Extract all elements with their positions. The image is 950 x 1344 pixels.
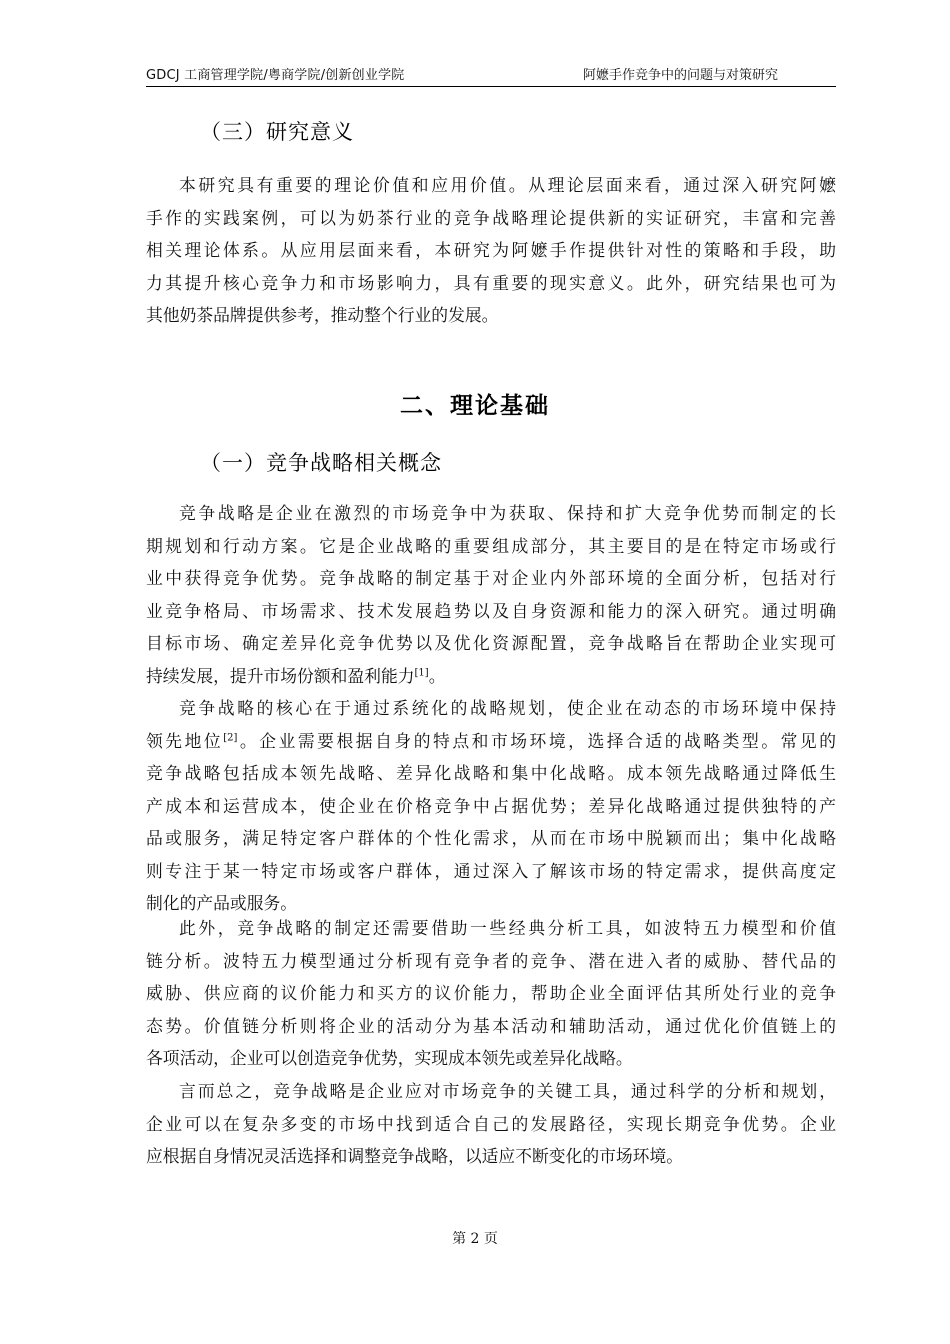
paragraph-line	[146, 725, 836, 758]
paragraph-line: 其他奶茶品牌提供参考，推动整个行业的发展。	[146, 305, 499, 325]
paragraph-line	[146, 660, 836, 693]
paragraph-line: 产成本和运营成本，使企业在价格竞争中占据优势；差异化战略通过提供独特的产	[146, 795, 836, 816]
page-header	[146, 68, 836, 87]
paragraph-line: 态势。价值链分析则将企业的活动分为基本活动和辅助活动，通过优化价值链上的	[146, 1015, 836, 1036]
line-text: 。企业需要根据自身的特点和市场环境，选择合适的战略类型。常见的	[237, 730, 836, 751]
line-text: 持续发展，提升市场份额和盈利能力	[146, 665, 415, 686]
section-title-concept: （一）竞争战略相关概念	[200, 451, 442, 475]
paragraph-line: 应根据自身情况灵活选择和调整竞争战略，以适应不断变化的市场环境。	[146, 1146, 684, 1166]
paragraph-line: 竞争战略的核心在于通过系统化的战略规划，使企业在动态的市场环境中保持	[179, 698, 836, 718]
paragraph-line: 企业可以在复杂多变的市场中找到适合自己的发展路径，实现长期竞争优势。企业	[146, 1113, 836, 1134]
paragraph-line: 品或服务，满足特定客户群体的个性化需求，从而在市场中脱颖而出；集中化战略	[146, 828, 836, 848]
paragraph-line: 各项活动，企业可以创造竞争优势，实现成本领先或差异化战略。	[146, 1048, 633, 1068]
line-end: 。	[428, 665, 446, 686]
paragraph-line: 则专注于某一特定市场或客户群体，通过深入了解该市场的特定需求，提供高度定	[146, 860, 836, 881]
header-school: GDCJ 工商管理学院/粤商学院/创新创业学院	[146, 68, 405, 83]
paragraph-line: 期规划和行动方案。它是企业战略的重要组成部分，其主要目的是在特定市场或行	[146, 535, 836, 556]
paragraph-line: 言而总之，竞争战略是企业应对市场竞争的关键工具，通过科学的分析和规划，	[179, 1081, 836, 1101]
paragraph-line: 此外，竞争战略的制定还需要借助一些经典分析工具，如波特五力模型和价值	[179, 918, 836, 938]
paragraph-significance	[146, 169, 836, 332]
paragraph-line: 业竞争格局、市场需求、技术发展趋势以及自身资源和能力的深入研究。通过明确	[146, 600, 836, 621]
citation-1[interactable]: [1]	[414, 666, 429, 678]
citation-2[interactable]: [2]	[223, 731, 238, 743]
paragraph-concept-2	[146, 692, 836, 920]
line-text: 领先地位	[146, 730, 224, 751]
paragraph-line: 制化的产品或服务。	[146, 893, 298, 913]
paragraph-concept-4	[146, 1075, 836, 1173]
paragraph-line: 竞争战略是企业在激烈的市场竞争中为获取、保持和扩大竞争优势而制定的长	[179, 503, 836, 523]
paragraph-line: 力其提升核心竞争力和市场影响力，具有重要的现实意义。此外，研究结果也可为	[146, 272, 836, 293]
paragraph-line: 相关理论体系。从应用层面来看，本研究为阿嬷手作提供针对性的策略和手段，助	[146, 240, 836, 260]
paragraph-concept-1	[146, 497, 836, 692]
chapter-title: 二、理论基础	[400, 393, 550, 419]
paragraph-line: 手作的实践案例，可以为奶茶行业的竞争战略理论提供新的实证研究，丰富和完善	[146, 207, 836, 228]
paragraph-line: 威胁、供应商的议价能力和买方的议价能力，帮助企业全面评估其所处行业的竞争	[146, 983, 836, 1003]
paragraph-line: 竞争战略包括成本领先战略、差异化战略和集中化战略。成本领先战略通过降低生	[146, 763, 836, 783]
paragraph-line: 目标市场、确定差异化竞争优势以及优化资源配置，竞争战略旨在帮助企业实现可	[146, 633, 836, 653]
page-number: 第 2 页	[452, 1231, 498, 1247]
paragraph-line: 业中获得竞争优势。竞争战略的制定基于对企业内外部环境的全面分析，包括对行	[146, 568, 836, 588]
paragraph-concept-3	[146, 912, 836, 1075]
paragraph-line: 本研究具有重要的理论价值和应用价值。从理论层面来看，通过深入研究阿嬷	[179, 175, 836, 195]
paragraph-line: 链分析。波特五力模型通过分析现有竞争者的竞争、潜在进入者的威胁、替代品的	[146, 950, 836, 971]
header-thesis-title: 阿嬷手作竞争中的问题与对策研究	[583, 68, 779, 83]
section-title-significance: （三）研究意义	[200, 120, 354, 144]
